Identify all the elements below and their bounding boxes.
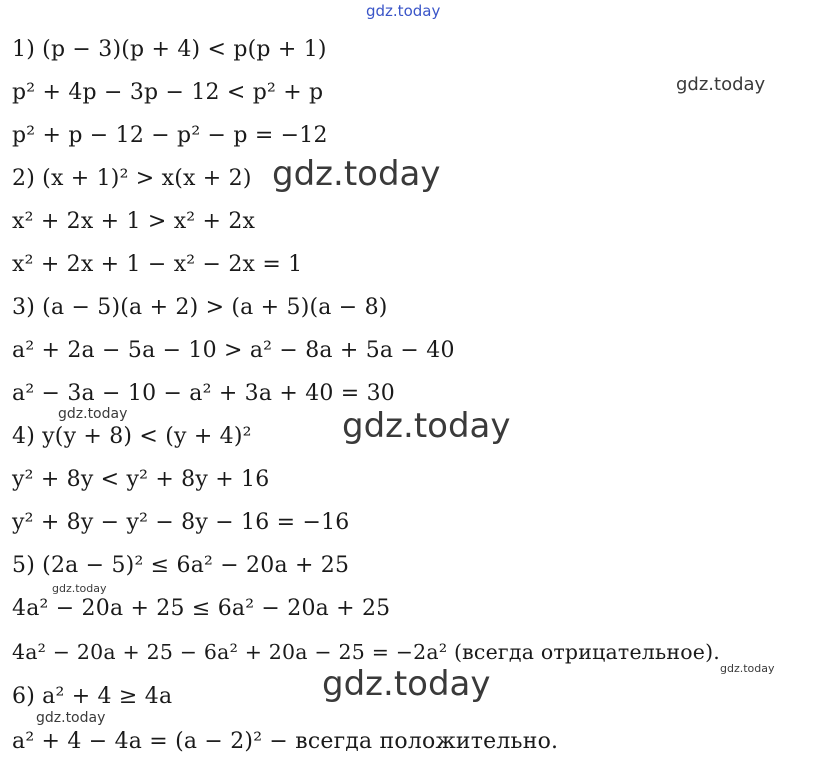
- watermark-small-1: gdz.today: [58, 406, 128, 422]
- solution-line-6: x² + 2x + 1 − x² − 2x = 1: [12, 252, 303, 277]
- solution-line-7: 3) (a − 5)(a + 2) > (a + 5)(a − 8): [12, 295, 388, 320]
- solution-line-10: 4) y(y + 8) < (y + 4)²: [12, 424, 252, 449]
- watermark-small-3: gdz.today: [36, 710, 106, 726]
- watermark-big-3: gdz.today: [322, 664, 491, 704]
- solution-line-16: 6) a² + 4 ≥ 4a: [12, 684, 173, 709]
- watermark-tiny-1: gdz.today: [720, 662, 775, 675]
- solution-line-13: 5) (2a − 5)² ≤ 6a² − 20a + 25: [12, 553, 350, 578]
- solution-line-5: x² + 2x + 1 > x² + 2x: [12, 209, 256, 234]
- solution-line-14: 4a² − 20a + 25 ≤ 6a² − 20a + 25: [12, 596, 391, 621]
- watermark-big-2: gdz.today: [342, 406, 511, 446]
- solution-line-12: y² + 8y − y² − 8y − 16 = −16: [12, 510, 350, 535]
- solution-line-3: p² + p − 12 − p² − p = −12: [12, 123, 328, 148]
- solution-line-11: y² + 8y < y² + 8y + 16: [12, 467, 270, 492]
- solution-line-9: a² − 3a − 10 − a² + 3a + 40 = 30: [12, 381, 395, 406]
- watermark-big-1: gdz.today: [272, 154, 441, 194]
- watermark-small-2: gdz.today: [52, 582, 107, 595]
- solution-line-2: p² + 4p − 3p − 12 < p² + p: [12, 80, 324, 105]
- solution-line-1: 1) (p − 3)(p + 4) < p(p + 1): [12, 37, 327, 62]
- watermark-top: gdz.today: [366, 2, 441, 20]
- solution-line-17: a² + 4 − 4a = (a − 2)² − всегда положительно.: [12, 729, 559, 754]
- solution-line-15: 4a² − 20a + 25 − 6a² + 20a − 25 = −2a² (всегда отрицательное).: [12, 640, 721, 664]
- solution-line-4: 2) (x + 1)² > x(x + 2): [12, 166, 252, 191]
- solution-line-8: a² + 2a − 5a − 10 > a² − 8a + 5a − 40: [12, 338, 455, 363]
- watermark-right: gdz.today: [676, 74, 766, 95]
